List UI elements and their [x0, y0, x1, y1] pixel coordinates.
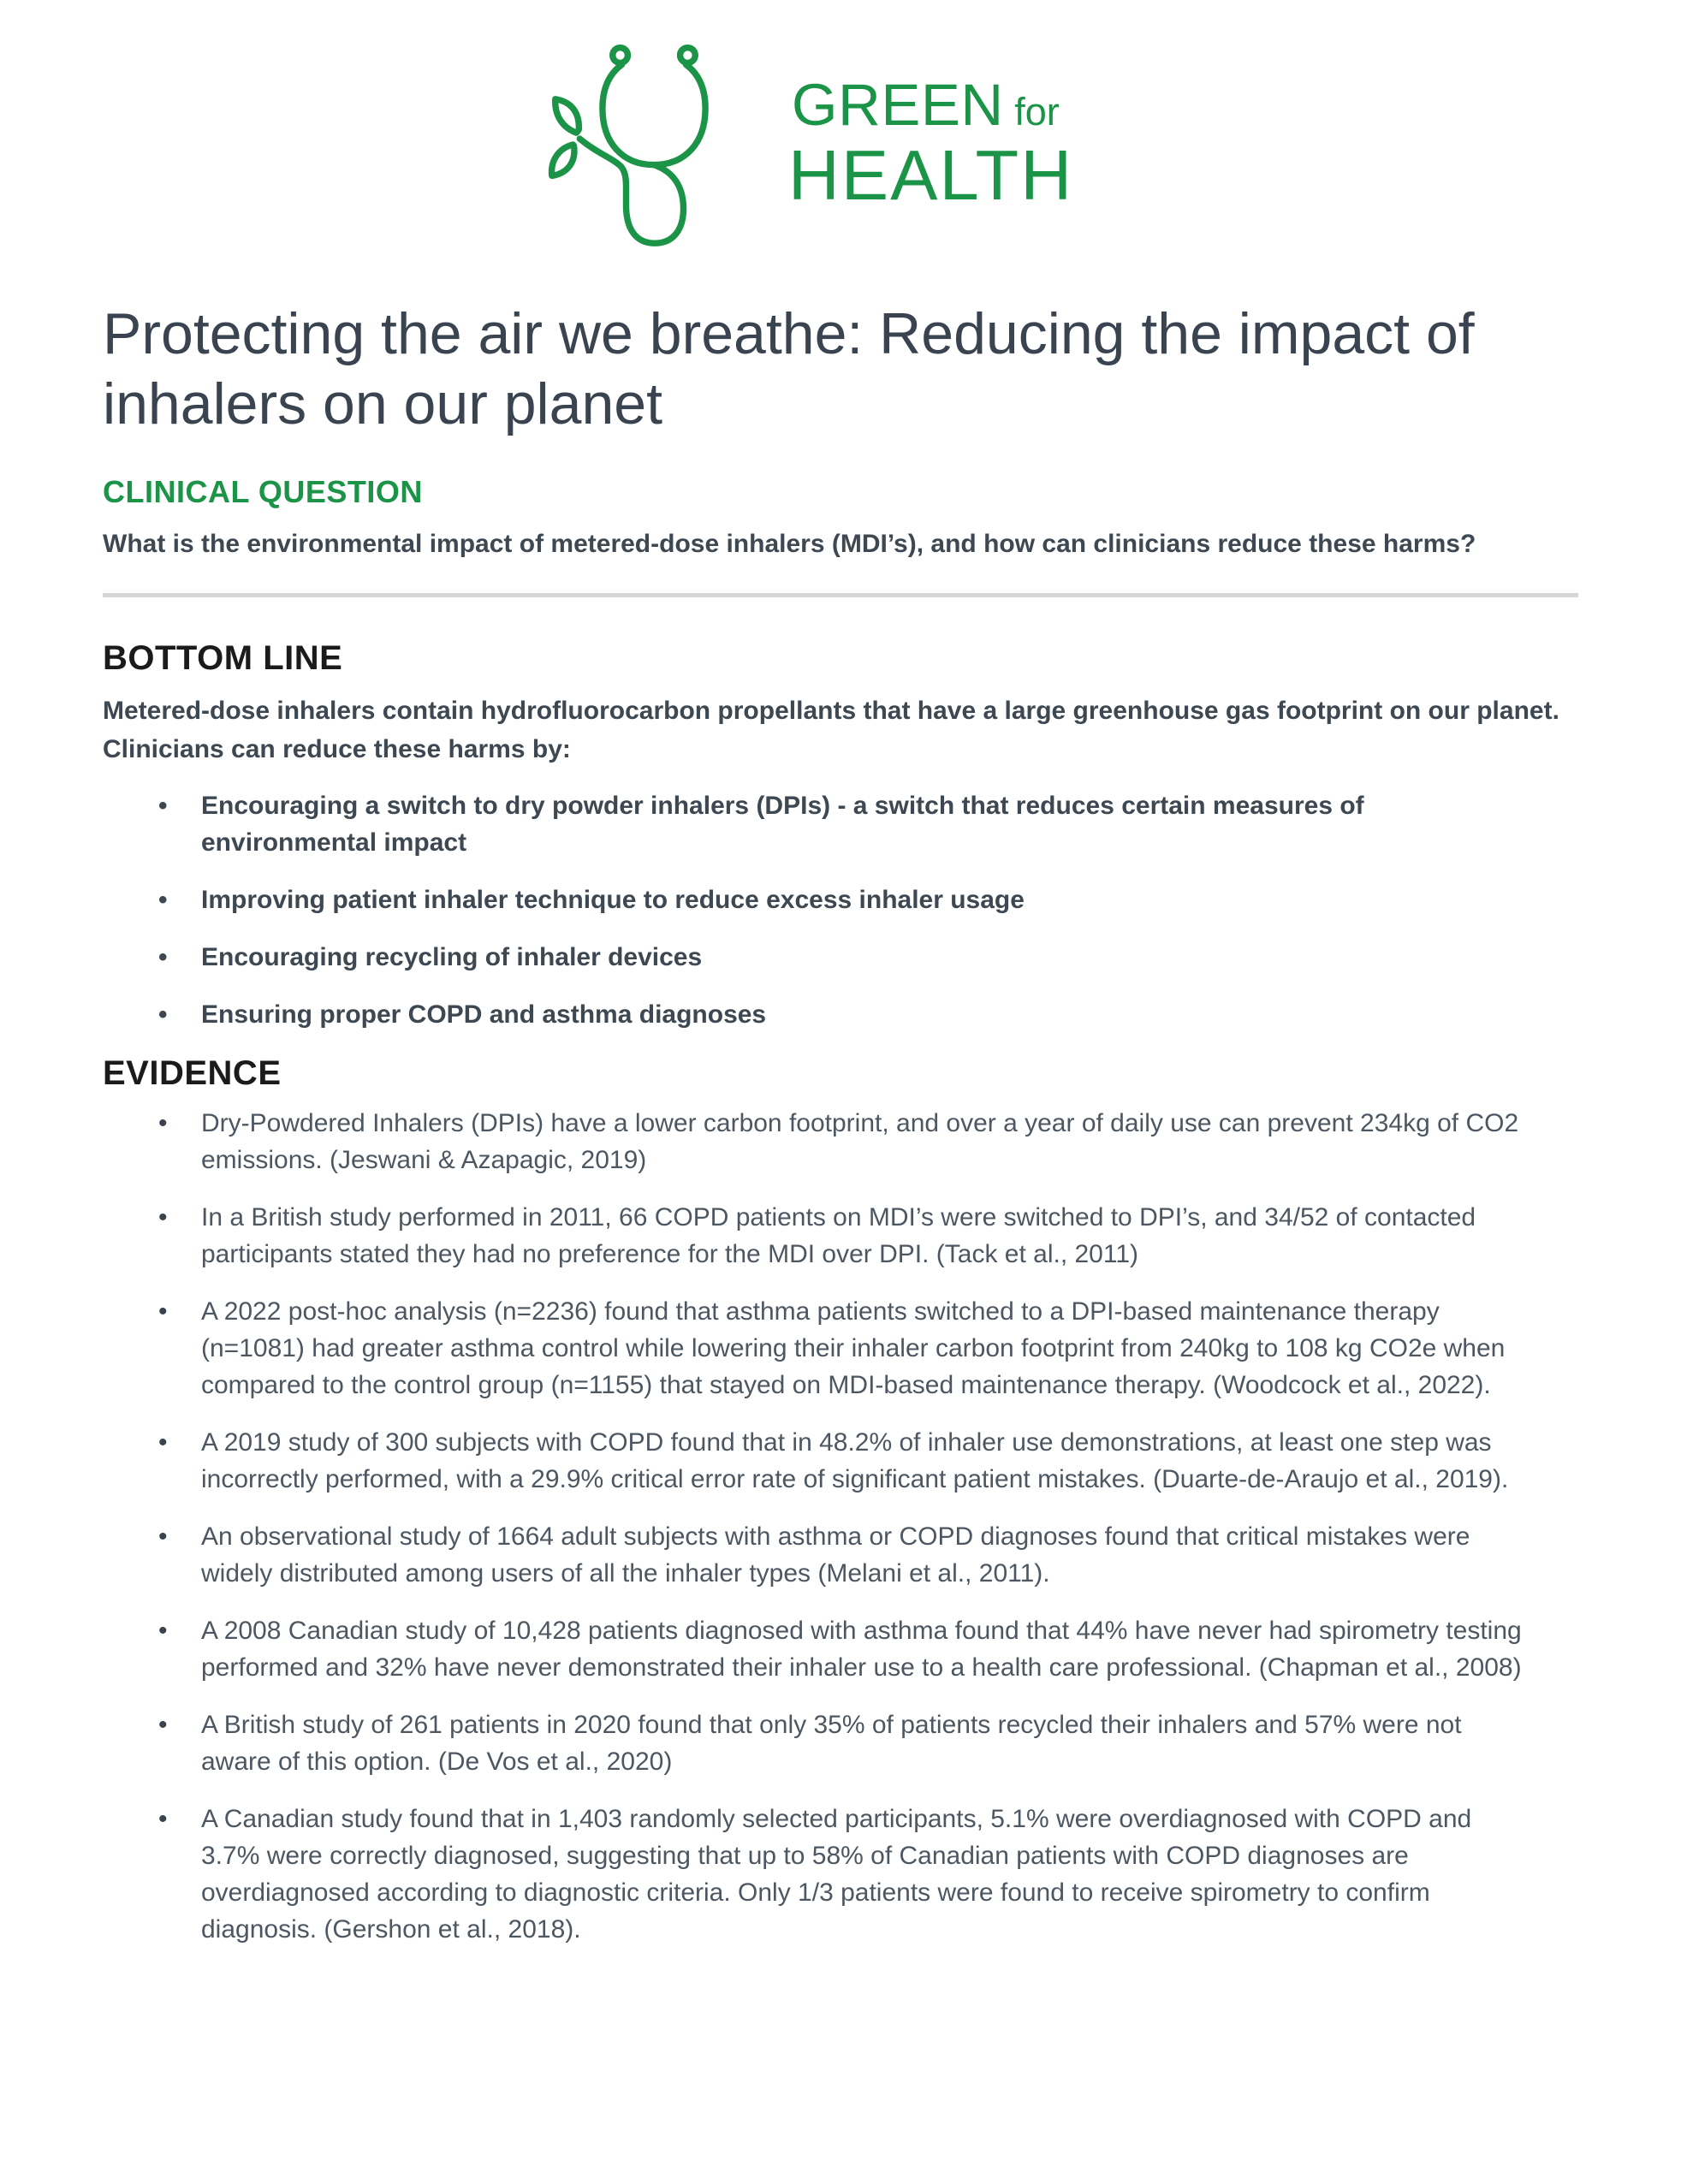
section-divider — [103, 593, 1578, 597]
logo-word-green: GREEN — [791, 72, 1004, 138]
document-content — [0, 300, 1681, 1948]
evidence-list — [158, 1105, 1535, 1948]
list-item: • A 2019 study of 300 subjects with COPD found that in 48.2% of inhaler use demonstrations, at least one step was incorrectly performed, with a 29.9% critical error rate of significant patient mistakes. (Duarte-de-Araujo et al., 2019). — [158, 1424, 1535, 1498]
clinical-question-text: What is the environmental impact of metered-dose inhalers (MDI’s), and how can clinicians reduce these harms? — [103, 530, 1476, 559]
logo-wordmark — [787, 72, 1074, 215]
list-item: • A British study of 261 patients in 2020 found that only 35% of patients recycled their inhalers and 57% were not aware of this option. (De Vos et al., 2020) — [158, 1706, 1535, 1780]
list-item: • In a British study performed in 2011, 66 COPD patients on MDI’s were switched to DPI’s, and 34/52 of contacted participants stated they had no preference for the MDI over DPI. (Tack et al., 2011) — [158, 1199, 1535, 1273]
logo-stethoscope-leaf-icon — [526, 29, 781, 257]
list-item: • A 2022 post-hoc analysis (n=2236) found that asthma patients switched to a DPI-based maintenance therapy (n=1081) had greater asthma control while lowering their inhaler carbon footprint from 240kg to 108 kg CO2e when compared to the control group (n=1155) that stayed on MDI-based maintenance therapy. (Woodcock et al., 2022). — [158, 1293, 1535, 1404]
list-item: • A 2008 Canadian study of 10,428 patients diagnosed with asthma found that 44% have never had spirometry testing performed and 32% have never demonstrated their inhaler use to a health care professional. (Chapman et al., 2008) — [158, 1612, 1535, 1686]
bottom-line-list — [158, 787, 1535, 1033]
logo-word-health: HEALTH — [787, 135, 1074, 215]
page-title: Protecting the air we breathe: Reducing the impact of inhalers on our planet — [103, 301, 1475, 436]
list-item: • Encouraging recycling of inhaler devices — [158, 939, 1535, 976]
list-item: • Dry-Powdered Inhalers (DPIs) have a lower carbon footprint, and over a year of daily use can prevent 234kg of CO2 emissions. (Jeswani & Azapagic, 2019) — [158, 1105, 1535, 1178]
list-item: • Improving patient inhaler technique to reduce excess inhaler usage — [158, 881, 1535, 918]
bottom-line-intro: Metered-dose inhalers contain hydrofluorocarbon propellants that have a large greenhouse gas footprint on our planet. Clinicians can reduce these harms by: — [103, 697, 1559, 764]
list-item: • An observational study of 1664 adult subjects with asthma or COPD diagnoses found that critical mistakes were widely distributed among users of all the inhaler types (Melani et al., 2011). — [158, 1518, 1535, 1592]
logo — [0, 0, 1681, 257]
list-item: • Ensuring proper COPD and asthma diagnoses — [158, 996, 1535, 1033]
evidence-heading: EVIDENCE — [103, 1054, 282, 1093]
list-item: • Encouraging a switch to dry powder inhalers (DPIs) - a switch that reduces certain measures of environmental impact — [158, 787, 1535, 861]
logo-word-for: for — [1003, 90, 1060, 134]
list-item: • A Canadian study found that in 1,403 randomly selected participants, 5.1% were overdiagnosed with COPD and 3.7% were correctly diagnosed, suggesting that up to 58% of Canadian patients with COPD diagnoses are overdiagnosed according to diagnostic criteria. Only 1/3 patients were found to receive spirometry to confirm diagnosis. (Gershon et al., 2018). — [158, 1801, 1535, 1948]
logo-line-green-for — [791, 72, 1073, 138]
clinical-question-heading: CLINICAL QUESTION — [103, 474, 423, 510]
bottom-line-heading: BOTTOM LINE — [103, 639, 343, 678]
